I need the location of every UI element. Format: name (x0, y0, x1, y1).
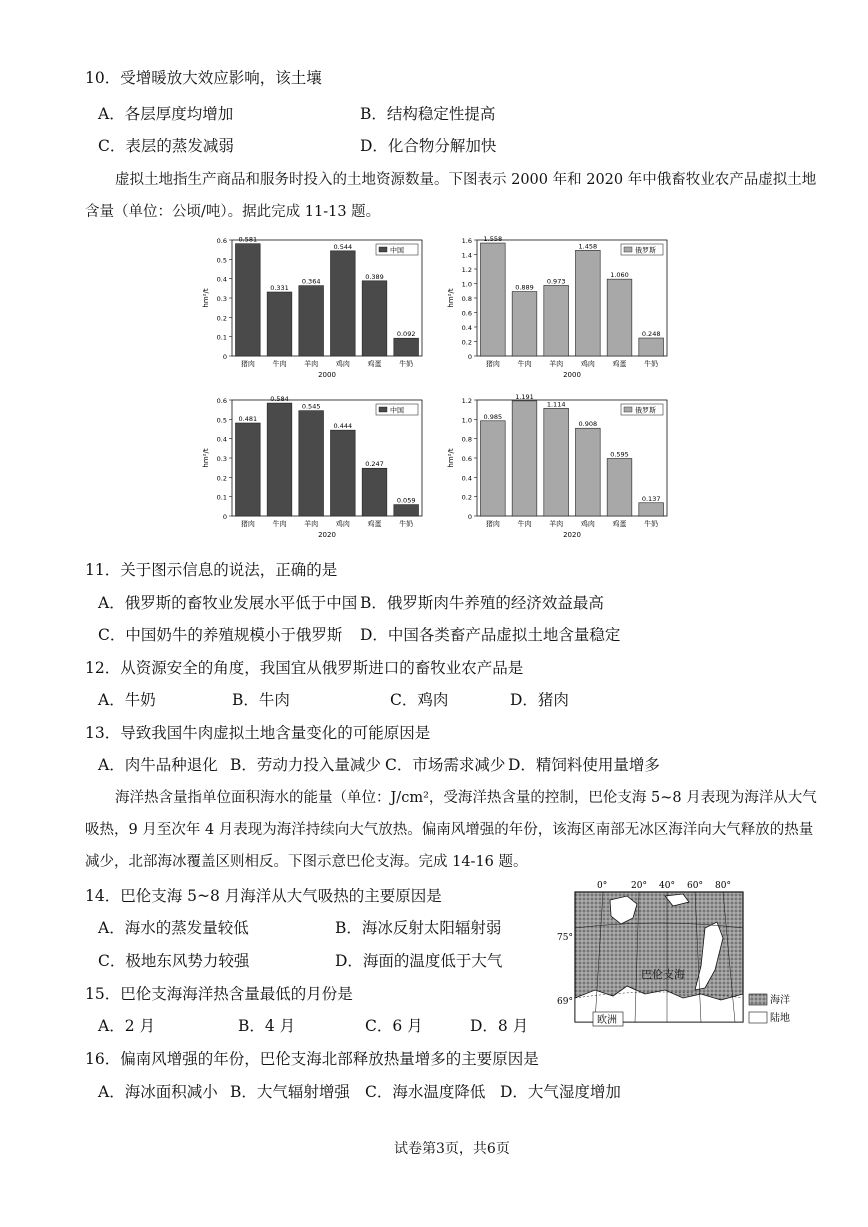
bar (299, 411, 324, 516)
q13-option-d[interactable]: D．精饲料使用量增多 (508, 756, 660, 774)
y-tick-label: 0.6 (216, 237, 227, 245)
bar-value-label: 0.908 (578, 420, 598, 429)
chart-china-2020 (200, 392, 430, 546)
intro-11-13-line1: 虚拟土地指生产商品和服务时投入的土地资源数量。下图表示 2000 年和 2020 年中俄畜牧业农产品虚拟土地 (115, 172, 817, 188)
question-10-stem: 10．受增暖放大效应影响，该土壤 (85, 69, 322, 87)
y-tick-label: 0.4 (216, 435, 227, 444)
legend-swatch (379, 407, 387, 412)
legend-ocean-label: 海洋 (770, 995, 790, 1006)
x-category-label: 牛肉 (517, 520, 532, 528)
q15-option-b[interactable]: B．4 月 (238, 1017, 296, 1035)
q11-option-d[interactable]: D．中国各类畜产品虚拟土地含量稳定 (360, 626, 621, 644)
x-category-label: 鸡肉 (580, 520, 595, 528)
legend-label: 中国 (390, 406, 404, 415)
question-11-stem: 11．关于图示信息的说法，正确的是 (85, 561, 338, 579)
bar-value-label: 0.247 (365, 460, 384, 469)
barents-sea-map-svg (555, 878, 805, 1038)
q16-option-d[interactable]: D．大气湿度增加 (500, 1083, 621, 1101)
bar (607, 279, 632, 356)
intro-14-16-line2: 吸热，9 月至次年 4 月表现为海洋持续向大气放热。偏南风增强的年份，该海区南部无冰区海洋向大气释放的热量 (85, 822, 814, 838)
legend-label: 俄罗斯 (635, 246, 656, 255)
lon-label-0: 0° (597, 881, 608, 891)
q12-option-c[interactable]: C．鸡肉 (390, 691, 449, 709)
barents-sea-map (555, 878, 805, 1038)
y-axis-label: hm²/t (202, 288, 210, 308)
lon-label-20: 20° (631, 881, 647, 891)
q12-option-b[interactable]: B．牛肉 (232, 691, 290, 709)
bar (575, 250, 600, 356)
bar (394, 338, 419, 356)
bar (480, 243, 505, 356)
x-category-label: 羊肉 (549, 520, 564, 528)
y-tick-label: 0.8 (461, 295, 472, 303)
x-axis-label: 2020 (318, 531, 336, 539)
bar (607, 458, 632, 516)
question-15-stem: 15．巴伦支海海洋热含量最低的月份是 (85, 985, 353, 1003)
question-16-stem: 16．偏南风增强的年份，巴伦支海北部释放热量增多的主要原因是 (85, 1050, 539, 1068)
bar (512, 401, 537, 516)
bar-value-label: 1.060 (610, 271, 629, 280)
continent-label: 欧洲 (597, 1015, 617, 1026)
q12-option-a[interactable]: A．牛奶 (98, 691, 156, 709)
q11-option-a[interactable]: A．俄罗斯的畜牧业发展水平低于中国 (98, 594, 358, 612)
bar (544, 408, 569, 516)
intro-14-16-line3: 减少，北部海冰覆盖区则相反。下图示意巴伦支海。完成 14-16 题。 (85, 854, 528, 870)
y-tick-label: 0.3 (216, 455, 227, 463)
chart-russia-2020-svg (445, 392, 675, 542)
q14-option-a[interactable]: A．海水的蒸发量较低 (98, 919, 249, 937)
y-tick-label: 1.4 (461, 251, 472, 260)
bar (639, 503, 664, 516)
chart-china-2000 (200, 232, 430, 386)
y-axis-label: hm²/t (202, 448, 210, 468)
y-tick-label: 0.4 (461, 324, 472, 332)
plot-frame (477, 240, 667, 356)
x-category-label: 鸡蛋 (367, 360, 382, 368)
x-category-label: 猪肉 (240, 520, 255, 528)
lon-label-60: 60° (687, 881, 703, 891)
legend-ocean-swatch (749, 994, 767, 1005)
legend-label: 中国 (390, 246, 404, 255)
legend-land-label: 陆地 (770, 1013, 790, 1024)
y-tick-label: 0.6 (216, 397, 227, 405)
q16-option-c[interactable]: C．海水温度降低 (365, 1083, 486, 1101)
bar-value-label: 0.544 (333, 242, 353, 251)
y-tick-label: 0.6 (461, 309, 472, 318)
bar-value-label: 0.389 (365, 272, 384, 281)
q10-option-d[interactable]: D．化合物分解加快 (360, 137, 497, 155)
q12-option-d[interactable]: D．猪肉 (510, 691, 569, 709)
plot-frame (477, 400, 667, 516)
q11-option-c[interactable]: C．中国奶牛的养殖规模小于俄罗斯 (98, 626, 343, 644)
sea-label: 巴伦支海 (641, 968, 685, 981)
bar-value-label: 0.137 (641, 494, 661, 503)
bar (575, 428, 600, 516)
legend-land-swatch (749, 1012, 767, 1023)
bar-value-label: 0.444 (333, 422, 353, 431)
bar (362, 281, 387, 356)
bar-value-label: 0.092 (396, 330, 416, 339)
intro-11-13-line2: 含量（单位：公顷/吨）。据此完成 11-13 题。 (85, 204, 381, 220)
q15-option-d[interactable]: D．8 月 (470, 1017, 529, 1035)
q10-option-b[interactable]: B．结构稳定性提高 (360, 105, 496, 123)
chart-russia-2000 (445, 232, 675, 386)
y-tick-label: 1.0 (461, 416, 472, 425)
bar (394, 505, 419, 516)
y-tick-label: 1.6 (461, 237, 472, 245)
x-category-label: 牛肉 (517, 360, 532, 368)
bar-value-label: 0.985 (483, 412, 503, 421)
y-axis-label: hm²/t (447, 448, 455, 468)
intro-14-16-line1: 海洋热含量指单位面积海水的能量（单位：J/cm²，受海洋热含量的控制，巴伦支海 5~8 月表现为海洋从大气 (115, 790, 817, 806)
bar (235, 423, 260, 516)
y-tick-label: 0.3 (216, 295, 227, 303)
y-tick-label: 0 (222, 513, 227, 521)
x-category-label: 猪肉 (240, 360, 255, 368)
x-category-label: 鸡肉 (580, 360, 595, 368)
x-axis-label: 2000 (563, 371, 581, 379)
x-category-label: 猪肉 (485, 520, 500, 528)
plot-frame (232, 400, 422, 516)
q11-option-b[interactable]: B．俄罗斯肉牛养殖的经济效益最高 (360, 594, 604, 612)
q10-option-a[interactable]: A．各层厚度均增加 (98, 105, 234, 123)
legend-swatch (624, 407, 632, 412)
bar-value-label: 1.558 (483, 235, 503, 244)
x-category-label: 牛肉 (272, 520, 287, 528)
bar-charts-grid (200, 232, 680, 552)
x-category-label: 鸡肉 (335, 520, 350, 528)
chart-russia-2000-svg (445, 232, 675, 382)
x-category-label: 牛肉 (272, 360, 287, 368)
x-axis-label: 2020 (563, 531, 581, 539)
q16-option-a[interactable]: A．海冰面积减小 (98, 1083, 218, 1101)
q10-option-c[interactable]: C．表层的蒸发减弱 (98, 137, 234, 155)
y-tick-label: 1.2 (461, 266, 472, 274)
x-category-label: 鸡蛋 (612, 520, 627, 528)
x-axis-label: 2000 (318, 371, 336, 379)
bar (639, 338, 664, 356)
x-category-label: 牛奶 (399, 520, 414, 528)
y-tick-label: 0 (467, 513, 472, 521)
y-tick-label: 0.5 (216, 256, 227, 265)
q14-option-c[interactable]: C．极地东风势力较强 (98, 952, 250, 970)
y-tick-label: 0.2 (216, 474, 227, 483)
bar-value-label: 0.248 (641, 330, 661, 339)
chart-china-2020-svg (200, 392, 430, 542)
x-category-label: 鸡蛋 (612, 360, 627, 368)
question-13-stem: 13．导致我国牛肉虚拟土地含量变化的可能原因是 (85, 724, 431, 742)
bar-value-label: 0.059 (396, 496, 416, 505)
question-14-stem: 14．巴伦支海 5~8 月海洋从大气吸热的主要原因是 (85, 887, 442, 905)
q13-option-b[interactable]: B．劳动力投入量减少 (230, 756, 381, 774)
y-tick-label: 0.4 (216, 275, 227, 284)
legend-label: 俄罗斯 (635, 406, 656, 415)
y-tick-label: 0.1 (216, 333, 227, 342)
bar (362, 468, 387, 516)
x-category-label: 羊肉 (304, 520, 319, 528)
lon-label-40: 40° (659, 881, 675, 891)
q14-option-b[interactable]: B．海冰反射太阳辐射弱 (335, 919, 502, 937)
bar (235, 244, 260, 356)
y-axis-label: hm²/t (447, 288, 455, 308)
lat-label-75: 75° (557, 933, 573, 943)
q15-option-c[interactable]: C．6 月 (365, 1017, 423, 1035)
bar-value-label: 0.973 (546, 277, 566, 286)
y-tick-label: 0.5 (216, 416, 227, 425)
question-12-stem: 12．从资源安全的角度，我国宜从俄罗斯进口的畜牧业农产品是 (85, 659, 524, 677)
bar-value-label: 1.458 (578, 242, 598, 251)
bar-value-label: 0.889 (515, 283, 534, 292)
bar (512, 292, 537, 356)
q13-option-a[interactable]: A．肉牛品种退化 (98, 756, 218, 774)
x-category-label: 羊肉 (549, 360, 564, 368)
legend-swatch (379, 247, 387, 252)
bar (330, 251, 355, 356)
bar-value-label: 0.584 (270, 395, 289, 404)
y-tick-label: 0 (467, 353, 472, 361)
x-category-label: 羊肉 (304, 360, 319, 368)
chart-russia-2020 (445, 392, 675, 546)
bar (480, 421, 505, 516)
bar (267, 403, 292, 516)
x-category-label: 鸡肉 (335, 360, 350, 368)
y-tick-label: 0.6 (461, 455, 472, 463)
y-tick-label: 0.1 (216, 493, 227, 502)
bar-value-label: 0.331 (270, 284, 289, 293)
bar (267, 292, 292, 356)
bar-value-label: 0.581 (238, 235, 258, 244)
bar-value-label: 0.481 (238, 415, 258, 424)
bar-value-label: 1.114 (546, 400, 566, 409)
y-tick-label: 1.2 (461, 397, 472, 405)
y-tick-label: 1.0 (461, 280, 472, 289)
y-tick-label: 0.2 (461, 338, 472, 347)
q13-option-c[interactable]: C．市场需求减少 (385, 756, 506, 774)
q16-option-b[interactable]: B．大气辐射增强 (230, 1083, 350, 1101)
x-category-label: 牛奶 (399, 360, 414, 368)
bar-value-label: 0.595 (610, 450, 629, 459)
q14-option-d[interactable]: D．海面的温度低于大气 (335, 952, 503, 970)
bar-value-label: 0.364 (301, 277, 321, 286)
legend-swatch (624, 247, 632, 252)
plot-frame (232, 240, 422, 356)
lat-label-69: 69° (557, 997, 573, 1007)
x-category-label: 猪肉 (485, 360, 500, 368)
chart-china-2000-svg (200, 232, 430, 382)
y-tick-label: 0.8 (461, 435, 472, 444)
q15-option-a[interactable]: A．2 月 (98, 1017, 155, 1035)
bar (330, 430, 355, 516)
bar-value-label: 1.191 (515, 392, 534, 401)
x-category-label: 牛奶 (644, 360, 659, 368)
y-tick-label: 0.4 (461, 474, 472, 483)
y-tick-label: 0.2 (216, 314, 227, 323)
lon-label-80: 80° (715, 881, 731, 891)
page-footer: 试卷第3页，共6页 (394, 1141, 510, 1157)
bar (544, 285, 569, 356)
y-tick-label: 0 (222, 353, 227, 361)
y-tick-label: 0.2 (461, 493, 472, 502)
x-category-label: 鸡蛋 (367, 520, 382, 528)
bar-value-label: 0.545 (301, 402, 321, 411)
bar (299, 286, 324, 356)
x-category-label: 牛奶 (644, 520, 659, 528)
